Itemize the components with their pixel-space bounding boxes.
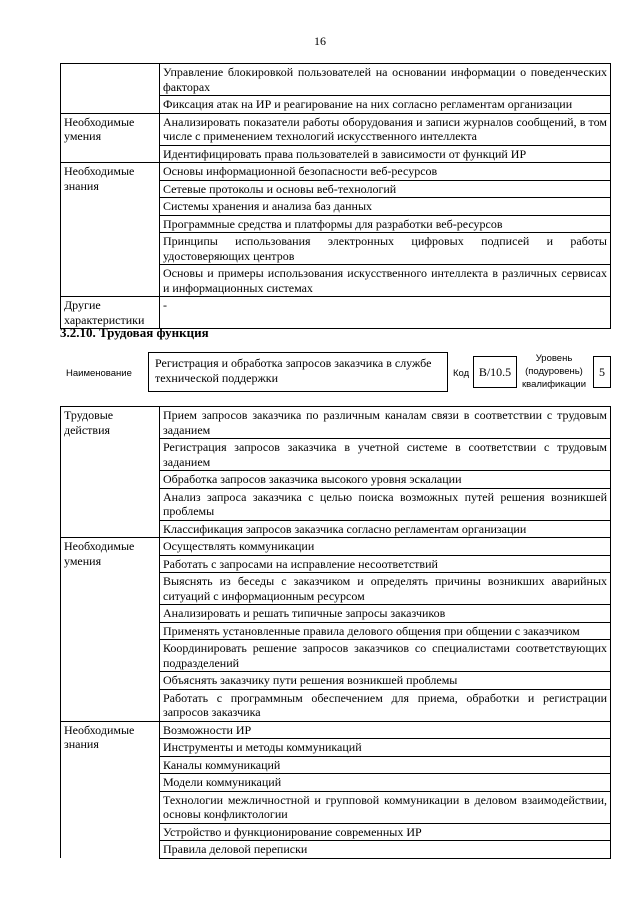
requirement-item: Принципы использования электронных цифровых подписей и работы удостоверяющих центров [160,233,611,265]
requirement-item: Управление блокировкой пользователей на основании информации о поведенческих факторах [160,64,611,96]
table-row [61,163,611,181]
name-label: Наименование [66,368,132,379]
top-requirements-table [60,63,611,329]
table-row [61,297,611,329]
requirement-item: Основы информационной безопасности веб-ресурсов [160,163,611,181]
requirement-item: Основы и примеры использования искусственного интеллекта в различных сервисах и информационных системах [160,265,611,297]
section-heading: 3.2.10. Трудовая функция [60,325,209,340]
requirement-item: Возможности ИР [160,721,611,739]
group-label: Необходимые умения [61,113,160,163]
requirement-item: Объяснять заказчику пути решения возникшей проблемы [160,672,611,690]
requirement-item: Фиксация атак на ИР и реагирование на них согласно регламентам организации [160,96,611,114]
code-label: Код [453,368,470,379]
requirement-item: Работать с запросами на исправление несоответствий [160,555,611,573]
requirement-item: Модели коммуникаций [160,774,611,792]
requirement-item: Каналы коммуникаций [160,756,611,774]
requirement-item: Классификация запросов заказчика согласно регламентам организации [160,520,611,538]
requirement-item: Программные средства и платформы для разработки веб-ресурсов [160,215,611,233]
requirement-item: Работать с программным обеспечением для приема, обработки и регистрации запросов заказчика [160,689,611,721]
requirement-item: Сетевые протоколы и основы веб-технологий [160,180,611,198]
group-label [61,64,160,114]
requirement-item: Устройство и функционирование современных ИР [160,823,611,841]
level-value: 5 [593,356,611,388]
group-label: Необходимые знания [61,163,160,297]
table-row [61,113,611,145]
name-value: Регистрация и обработка запросов заказчика в службе технической поддержки [148,352,448,392]
group-label: Трудовые действия [61,407,160,538]
requirement-item: Выяснять из беседы с заказчиком и определять причины возникших аварийных ситуаций с информационным ресурсом [160,573,611,605]
code-value: B/10.5 [473,356,517,388]
table-row [61,721,611,739]
requirement-item: Анализировать показатели работы оборудования и записи журналов сообщений, в том числе с применением технологий искусственного интеллекта [160,113,611,145]
requirement-item: Осуществлять коммуникации [160,538,611,556]
requirement-item: Идентифицировать права пользователей в зависимости от функций ИР [160,145,611,163]
requirement-item: Регистрация запросов заказчика в учетной системе в соответствии с трудовым заданием [160,439,611,471]
requirement-item: Правила деловой переписки [160,841,611,859]
table-row [61,64,611,96]
level-label: Уровень (подуровень) квалификации [521,353,587,390]
requirement-item: Применять установленные правила делового общения при общении с заказчиком [160,622,611,640]
requirement-item: Координировать решение запросов заказчиков со специалистами соответствующих подразделений [160,640,611,672]
bottom-requirements-table [60,406,611,859]
function-header [60,352,611,394]
requirement-item: Анализировать и решать типичные запросы заказчиков [160,605,611,623]
table-row [61,407,611,439]
requirement-item: Обработка запросов заказчика высокого уровня эскалации [160,471,611,489]
page-number: 16 [314,34,326,48]
requirement-item: - [160,297,611,329]
table-row [61,538,611,556]
group-label: Необходимые знания [61,721,160,858]
requirement-item: Инструменты и методы коммуникаций [160,739,611,757]
requirement-item: Анализ запроса заказчика с целью поиска возможных путей решения возникшей проблемы [160,488,611,520]
requirement-item: Системы хранения и анализа баз данных [160,198,611,216]
requirement-item: Прием запросов заказчика по различным каналам связи в соответствии с трудовым заданием [160,407,611,439]
group-label: Необходимые умения [61,538,160,722]
requirement-item: Технологии межличностной и групповой коммуникации в деловом взаимодействии, основы конфликтологии [160,791,611,823]
group-label: Другие характеристики [61,297,160,329]
